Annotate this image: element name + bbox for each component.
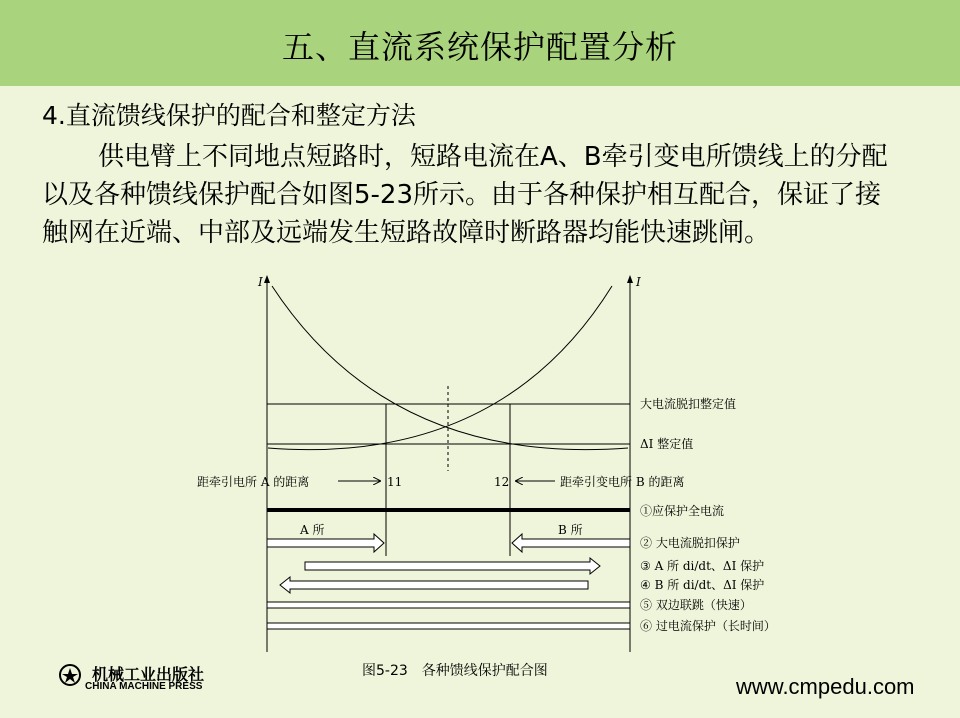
station-b-label: B 所 [558,523,583,537]
distance-from-b-label: 距牵引变电所 B 的距离 [560,475,685,489]
slide-title: 五、直流系统保护配置分析 [281,28,678,66]
legend-item-4: ④ B 所 di/dt、ΔI 保护 [640,578,765,592]
a-di-dt-arrow [305,558,600,574]
body-paragraph: 供电臂上不同地点短路时，短路电流在A、B牵引变电所馈线上的分配以及各种馈线保护配合如图5-23所示。由于各种保护相互配合，保证了接触网在近端、中部及远端发生短路故障时断路器均能快速跳闸。 [42,142,888,248]
right-axis-label: I [636,275,641,289]
delta-i-threshold-label: ΔI 整定值 [640,437,694,451]
website-link[interactable]: www.cmpedu.com [736,674,915,699]
double-sided-trip-bar [267,602,630,608]
legend-item-2: ② 大电流脱扣保护 [640,536,740,550]
protection-coordination-diagram [0,86,960,718]
left-axis-label: I [258,275,263,289]
slide-content [0,86,960,718]
publisher-name-cn: 机械工业出版社 [92,665,205,684]
legend-item-3: ③ A 所 di/dt、ΔI 保护 [640,559,765,573]
publisher-logo-icon [58,663,82,687]
high-current-threshold-label: 大电流脱扣整定值 [640,397,737,411]
legend-item-6: ⑥ 过电流保护（长时间） [640,619,776,633]
station-a-range-arrow [267,534,384,552]
overcurrent-bar [267,623,630,629]
point-12-label: 12 [494,475,510,489]
point-11-label: 11 [387,475,403,489]
distance-from-a-label: 距牵引电所 A 的距离 [197,475,310,489]
figure-caption: 图5-23 各种馈线保护配合图 [362,663,548,679]
section-heading: 4.直流馈线保护的配合和整定方法 [42,101,416,130]
publisher-name-en: CHINA MACHINE PRESS [85,681,203,692]
title-bar [0,0,960,86]
station-a-label: A 所 [300,523,325,537]
b-di-dt-arrow [280,577,588,593]
legend-item-1: ①应保护全电流 [640,504,725,518]
legend-item-5: ⑤ 双边联跳（快速） [640,598,752,612]
